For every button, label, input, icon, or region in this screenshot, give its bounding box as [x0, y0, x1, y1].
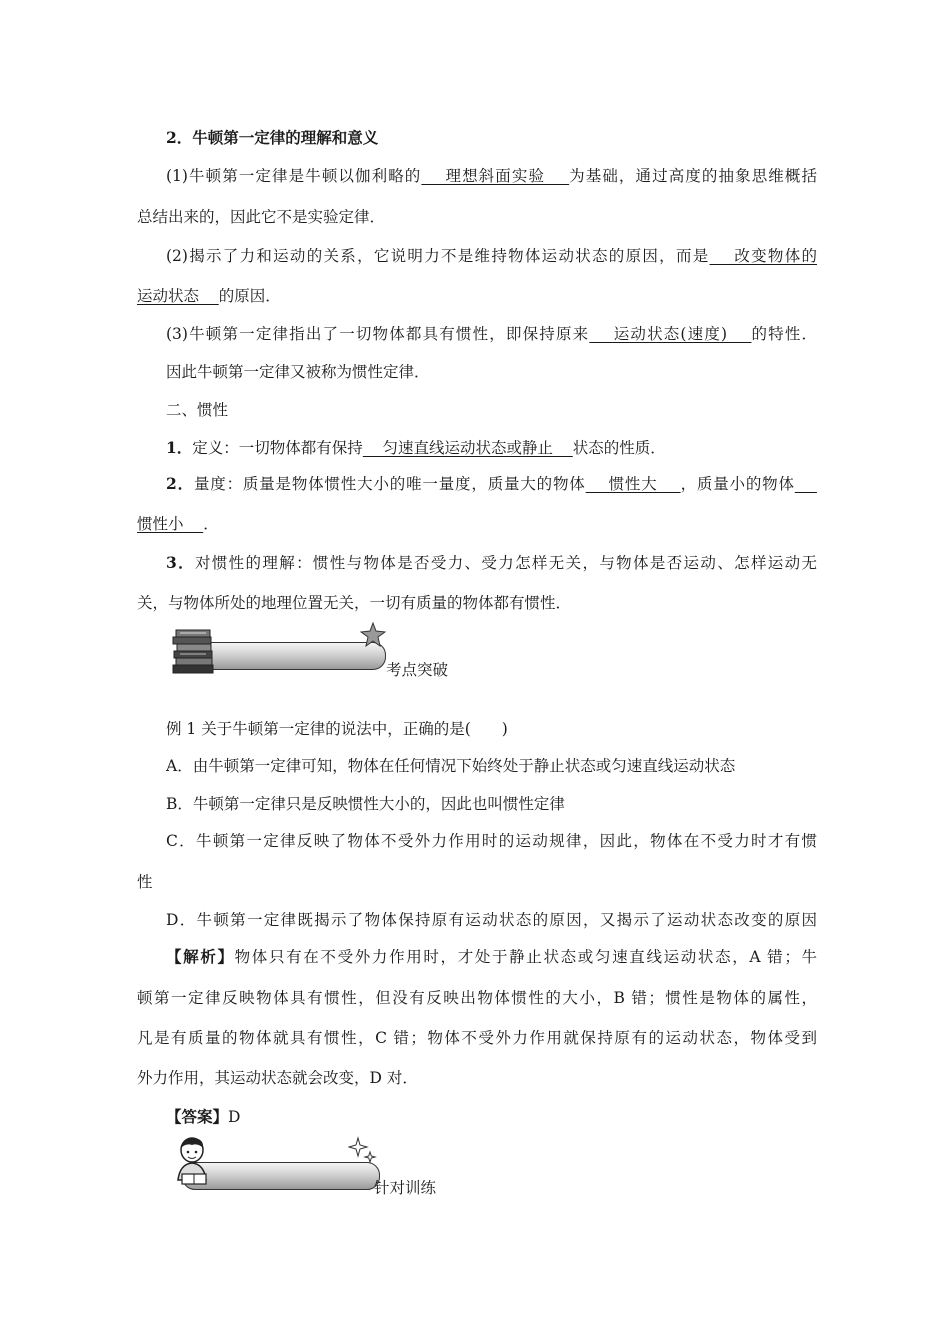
paragraph-line: (2)揭示了力和运动的关系，它说明力不是维持物体运动状态的原因，而是 改变物体的	[166, 247, 817, 265]
fill-blank-answer: 惯性大	[585, 475, 681, 493]
books-star-icon	[170, 624, 220, 678]
analysis-line: 【解析】物体只有在不受外力作用时，才处于静止状态或匀速直线运动状态，A 错；牛	[166, 947, 817, 966]
analysis-line: 顿第一定律反映物体具有惯性，但没有反映出物体惯性的大小，B 错；惯性是物体的属性，	[137, 989, 817, 1007]
fill-blank-answer: 理想斜面实验	[421, 167, 570, 185]
section-banner-kaodian	[170, 620, 490, 682]
fill-blank-answer	[795, 475, 817, 493]
paragraph-line: (3)牛顿第一定律指出了一切物体都具有惯性，即保持原来 运动状态(速度) 的特性．	[166, 325, 817, 343]
analysis-line: 凡是有质量的物体就具有惯性，C 错；物体不受外力作用就保持原有的运动状态，物体受到	[137, 1029, 817, 1047]
paragraph-line: 运动状态 的原因．	[137, 287, 281, 305]
option-a: A．由牛顿第一定律可知，物体在任何情况下始终处于静止状态或匀速直线运动状态	[166, 757, 736, 775]
section-heading: 二、惯性	[166, 401, 229, 419]
fill-blank-answer: 惯性小	[137, 515, 204, 533]
option-c-cont: 性	[137, 873, 153, 891]
option-b: B．牛顿第一定律只是反映惯性大小的，因此也叫惯性定律	[166, 795, 565, 813]
section-heading: 2．牛顿第一定律的理解和意义	[166, 128, 379, 147]
paragraph-line: 关，与物体所处的地理位置无关，一切有质量的物体都有惯性．	[137, 594, 572, 612]
answer-tag: 【答案】	[166, 1107, 229, 1126]
paragraph-line: 总结出来的，因此它不是实验定律．	[137, 208, 386, 226]
answer-line: 【答案】D	[166, 1107, 241, 1126]
option-c: C．牛顿第一定律反映了物体不受外力作用时的运动规律，因此，物体在不受力时才有惯	[166, 832, 817, 850]
paragraph-line: 2．量度：质量是物体惯性大小的唯一量度，质量大的物体 惯性大 ，质量小的物体	[166, 474, 817, 494]
analysis-line: 外力作用，其运动状态就会改变，D 对．	[137, 1069, 418, 1087]
sparkle-icon	[348, 1136, 378, 1166]
banner-label: 考点突破	[386, 661, 449, 679]
fill-blank-answer: 运动状态(速度)	[589, 325, 752, 343]
paragraph-line: 因此牛顿第一定律又被称为惯性定律．	[166, 363, 430, 381]
example-stem: 例 1 关于牛顿第一定律的说法中，正确的是( )	[166, 720, 508, 738]
option-d: D．牛顿第一定律既揭示了物体保持原有运动状态的原因，又揭示了运动状态改变的原因	[166, 911, 817, 929]
paragraph-line: (1)牛顿第一定律是牛顿以伽利略的 理想斜面实验 为基础，通过高度的抽象思维概括	[166, 167, 817, 185]
fill-blank-answer: 匀速直线运动状态或静止	[362, 439, 573, 457]
fill-blank-answer: 改变物体的	[709, 247, 817, 265]
section-banner-training	[170, 1136, 490, 1202]
banner-label: 针对训练	[374, 1179, 437, 1197]
paragraph-line: 惯性小 ．	[137, 515, 219, 533]
star-icon	[360, 622, 386, 648]
paragraph-line: 3．对惯性的理解：惯性与物体是否受力、受力怎样无关，与物体是否运动、怎样运动无	[166, 553, 817, 572]
fill-blank-answer: 运动状态	[137, 287, 219, 305]
student-reading-icon	[172, 1136, 216, 1194]
analysis-tag: 【解析】	[166, 947, 235, 966]
paragraph-line: 1．定义：一切物体都有保持 匀速直线运动状态或静止 状态的性质．	[166, 438, 666, 457]
